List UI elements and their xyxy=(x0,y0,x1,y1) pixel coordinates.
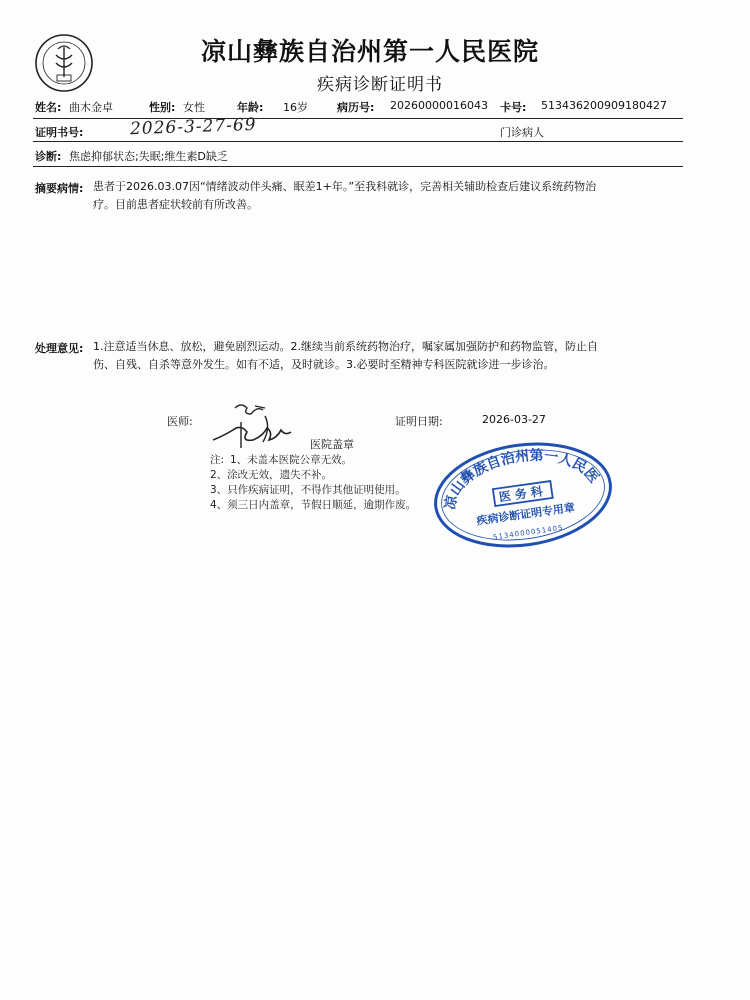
record-number: 20260000016043 xyxy=(390,99,488,112)
doctor-label: 医师: xyxy=(167,415,193,428)
card-number: 513436200909180427 xyxy=(541,99,667,112)
stamp-dept: 医务科 xyxy=(498,483,548,505)
cert-number-label: 证明书号: xyxy=(35,126,84,139)
cert-date: 2026-03-27 xyxy=(482,413,546,426)
patient-type: 门诊病人 xyxy=(500,126,544,139)
history-label: 摘要病情: xyxy=(35,182,84,195)
note-1: 1、未盖本医院公章无效。 xyxy=(230,454,353,466)
note-3: 3、只作疾病证明，不得作其他证明使用。 xyxy=(210,484,406,496)
hospital-logo xyxy=(34,33,94,93)
diagnosis-label: 诊断: xyxy=(35,150,62,163)
history-line-1: 患者于2026.03.07因“情绪波动伴头痛、眠差1+年。”至我科就诊，完善相关辅助检查后建议系统药物治 xyxy=(93,180,597,193)
divider-middle xyxy=(33,141,683,142)
hospital-seal-label: 医院盖章 xyxy=(310,438,354,451)
handwritten-cert-number: 2026-3-27-69 xyxy=(129,114,257,140)
patient-name: 曲木金卓 xyxy=(69,101,113,114)
stamp-outer-text: 凉山彝族自治州第一人民医院 xyxy=(442,448,602,511)
patient-sex: 女性 xyxy=(183,101,205,114)
advice-line-2: 伤、自残、自杀等意外发生。如有不适，及时就诊。3.必要时至精神专科医院就诊进一步诊治。 xyxy=(93,358,555,371)
stamp-purpose: 疾病诊断证明专用章 xyxy=(475,500,576,528)
stamp-code: 5134000051405 xyxy=(492,523,564,542)
document-title: 疾病诊断证明书 xyxy=(317,75,443,95)
notes-label: 注: xyxy=(210,454,225,466)
name-label: 姓名: xyxy=(35,101,62,114)
sex-label: 性别: xyxy=(149,101,176,114)
patient-age: 16岁 xyxy=(283,101,308,114)
age-label: 年龄: xyxy=(237,101,264,114)
history-line-2: 疗。目前患者症状较前有所改善。 xyxy=(93,198,258,211)
diagnosis-text: 焦虑抑郁状态;失眠;维生素D缺乏 xyxy=(69,150,228,163)
note-2: 2、涂改无效，遗失不补。 xyxy=(210,469,333,481)
card-label: 卡号: xyxy=(500,101,527,114)
cert-date-label: 证明日期: xyxy=(395,415,443,428)
note-4: 4、须三日内盖章，节假日顺延，逾期作废。 xyxy=(210,499,417,511)
divider-bottom xyxy=(33,166,683,167)
doctor-signature xyxy=(205,400,315,452)
advice-label: 处理意见: xyxy=(35,342,84,355)
hospital-name: 凉山彝族自治州第一人民医院 xyxy=(200,37,539,66)
official-stamp xyxy=(432,442,614,548)
advice-line-1: 1.注意适当休息、放松，避免剧烈运动。2.继续当前系统药物治疗，嘱家属加强防护和药物监管，防止自 xyxy=(93,340,598,353)
record-label: 病历号: xyxy=(337,101,375,114)
